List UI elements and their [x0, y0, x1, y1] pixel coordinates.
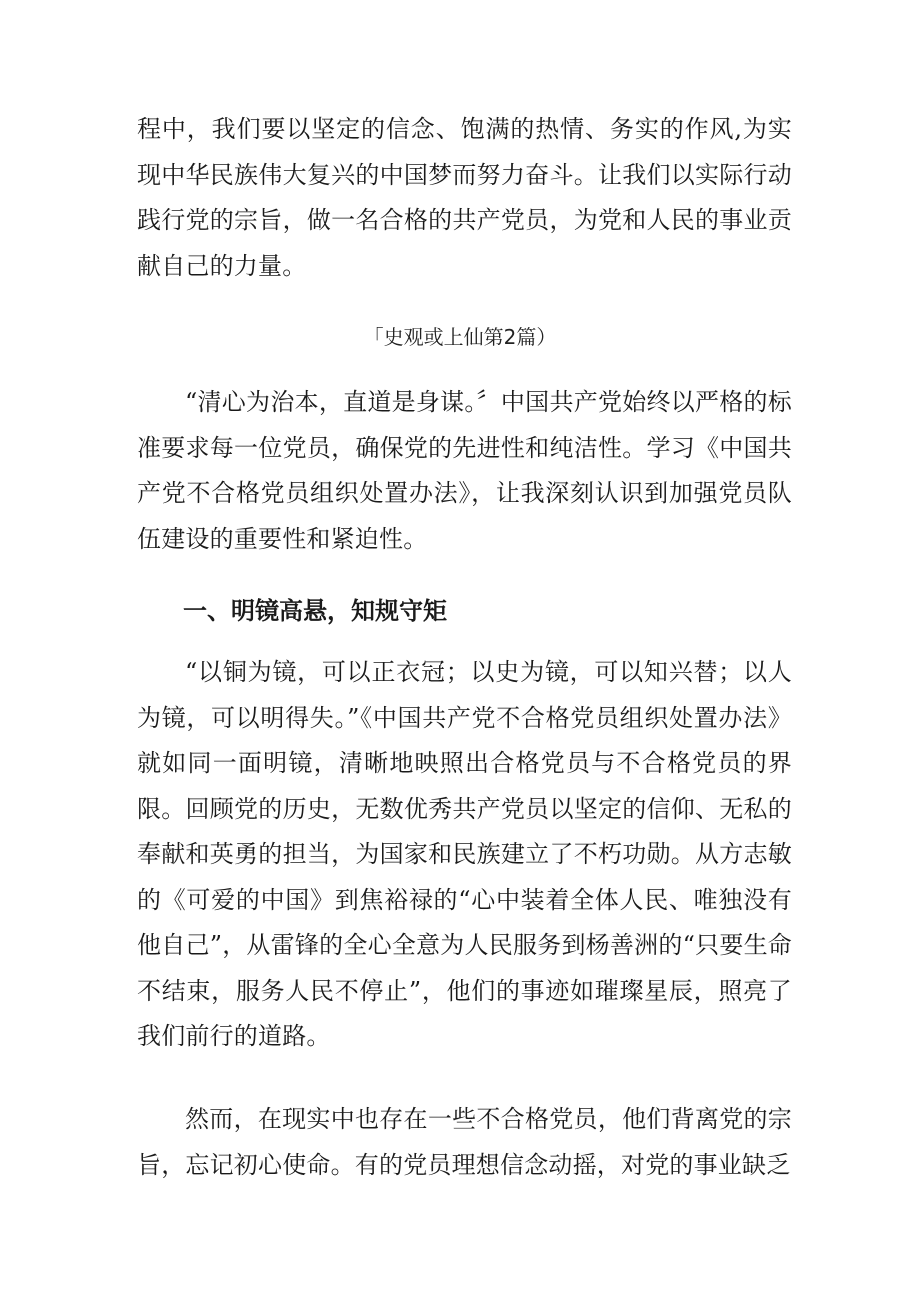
section-heading: 一、明镜高悬，知规守矩: [183, 597, 447, 625]
paragraph-intro: “清心为治本，直道是身谋。〞中国共产党始终以严格的标准要求每一位党员，确保党的先进性和纯洁性。学习《中国共产党不合格党员组织处置办法》，让我深刻认识到加强党员队伍建设的重要性和紧迫性。: [137, 388, 792, 553]
paragraph-closing-previous: 程中，我们要以坚定的信念、饱满的热情、务实的作风,为实现中华民族伟大复兴的中国梦而努力奋斗。让我们以实际行动践行党的宗旨，做一名合格的共产党员，为党和人民的事业贡献自己的力量。: [137, 115, 792, 280]
paragraph-however: 然而，在现实中也存在一些不合格党员，他们背离党的宗旨，忘记初心使命。有的党员理想信念动摇，对党的事业缺乏: [137, 1105, 792, 1179]
chapter-marker: 「史观或上仙第2篇）: [363, 325, 557, 349]
paragraph-mirror: “以铜为镜，可以正衣冠；以史为镜，可以知兴替；以人为镜，可以明得失。”《中国共产党不合格党员组织处置办法》就如同一面明镜，清晰地映照出合格党员与不合格党员的界限。回顾党的历史，无数优秀共产党员以坚定的信仰、无私的奉献和英勇的担当，为国家和民族建立了不朽功勋。从方志敏的《可爱的中国》到焦裕禄的“心中装着全体人民、唯独没有他自己”，从雷锋的全心全意为人民服务到杨善洲的“只要生命不结束，服务人民不停止”，他们的事迹如璀璨星辰，照亮了我们前行的道路。: [137, 658, 792, 1050]
